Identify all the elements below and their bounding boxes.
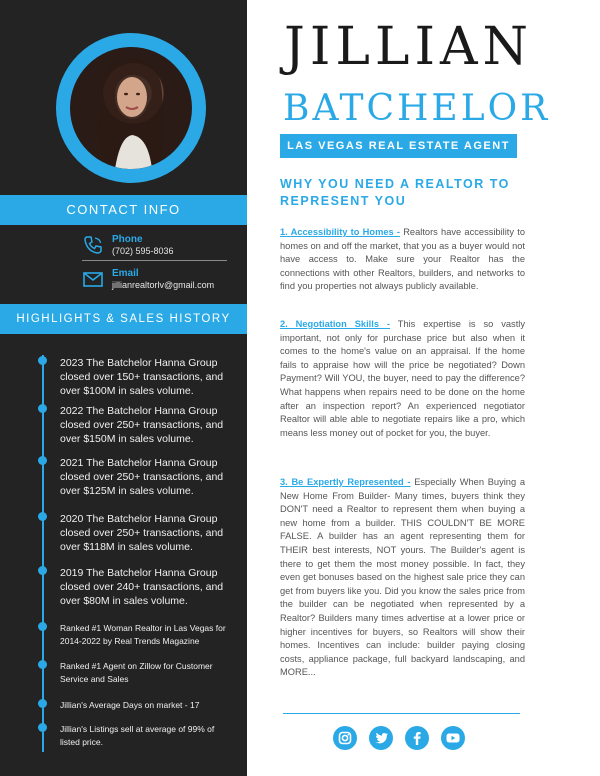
point-lead: 1. Accessibility to Homes - [280, 227, 400, 237]
contact-divider [82, 260, 227, 261]
timeline-dot [38, 512, 47, 521]
last-name: BATCHELOR [283, 88, 551, 129]
phone-label: Phone [112, 234, 143, 245]
email-value[interactable]: jillianrealtorlv@gmail.com [112, 280, 215, 290]
timeline-dot [38, 660, 47, 669]
footer-rule [283, 713, 520, 714]
timeline-dot [38, 723, 47, 732]
phone-icon [82, 234, 104, 256]
section-heading: WHY YOU NEED A REALTOR TO REPRESENT YOU [280, 177, 510, 208]
point-body: This expertise is so vastly important, not only for purchase price but also when it comes to the home's value on an appraisal. If the home fails to appraise how will the price be negotiated? Down Payment? Will YOU, the buyer, need to pay the difference? What happens when repairs need to be done on the home after an inspection report? An experienced negotiator Realtor will able able to negotiate repairs like a pro, which means less money out of pocket for you, the buyer. [280, 319, 525, 438]
timeline-dot [38, 566, 47, 575]
highlight-text: Jillian's Average Days on market - 17 [60, 700, 200, 710]
email-icon [82, 268, 104, 290]
highlights-heading: HIGHLIGHTS & SALES HISTORY [0, 304, 247, 334]
highlight-text: 2022 The Batchelor Hanna Group closed over 250+ transactions, and over $150M in sales volume. [60, 405, 224, 445]
timeline-dot [38, 456, 47, 465]
phone-value[interactable]: (702) 595-8036 [112, 246, 174, 256]
point-lead: 3. Be Expertly Represented - [280, 477, 411, 487]
contact-info-heading: CONTACT INFO [0, 195, 247, 225]
job-title-badge: LAS VEGAS REAL ESTATE AGENT [280, 134, 517, 158]
point-body: Realtors have accessibility to homes on and off the market, that you as a buyer would not have access to. Make sure your Realtor has the connections with other Realtors, builders, and networks to find you properties not always publicly available. [280, 227, 525, 292]
facebook-icon[interactable] [405, 726, 429, 750]
point-lead: 2. Negotiation Skills - [280, 319, 391, 329]
timeline-dot [38, 404, 47, 413]
timeline-line [42, 355, 44, 752]
highlight-text: 2023 The Batchelor Hanna Group closed over 150+ transactions, and over $100M in sales volume. [60, 357, 224, 397]
first-name: JILLIAN [284, 17, 534, 77]
profile-photo [70, 47, 192, 169]
youtube-icon[interactable] [441, 726, 465, 750]
highlight-text: Ranked #1 Woman Realtor in Las Vegas for 2014-2022 by Real Trends Magazine [60, 623, 226, 646]
twitter-icon[interactable] [369, 726, 393, 750]
email-label: Email [112, 268, 139, 279]
timeline-dot [38, 622, 47, 631]
highlight-text: 2020 The Batchelor Hanna Group closed over 250+ transactions, and over $118M in sales volume. [60, 513, 224, 553]
point-negotiation [280, 318, 525, 440]
instagram-icon[interactable] [333, 726, 357, 750]
point-accessibility [280, 226, 525, 294]
highlight-text: Ranked #1 Agent on Zillow for Customer Service and Sales [60, 661, 213, 684]
highlight-text: 2021 The Batchelor Hanna Group closed over 250+ transactions, and over $125M in sales volume. [60, 457, 224, 497]
sidebar [0, 0, 247, 776]
timeline-dot [38, 699, 47, 708]
point-body: Especially When Buying a New Home From Builder- Many times, buyers think they DON'T need a Realtor to represent them when buying a new home from a builder. THIS COULDN'T BE MORE FALSE. A builder has an agent representing them for THEIR best interests, NOT yours. The Builder's agent is there to get them the most money possible. In fact, they even get bonuses based on the highest sale price they can get from buyers like you. Did you know the sales price from the builder can be negotiated when represented by a Realtor? Builders many times advertise at a lower price or higher incentives for buyers, so Realtors will show their homes. Incentives can include: builder paying closing costs, appliance package, full backyard landscaping, and MORE... [280, 477, 525, 678]
timeline-dot [38, 356, 47, 365]
point-represented [280, 476, 525, 680]
highlight-text: Jillian's Listings sell at average of 99% of listed price. [60, 724, 215, 747]
profile-photo-frame [56, 33, 206, 183]
highlight-text: 2019 The Batchelor Hanna Group closed over 240+ transactions, and over $80M in sales volume. [60, 567, 224, 607]
